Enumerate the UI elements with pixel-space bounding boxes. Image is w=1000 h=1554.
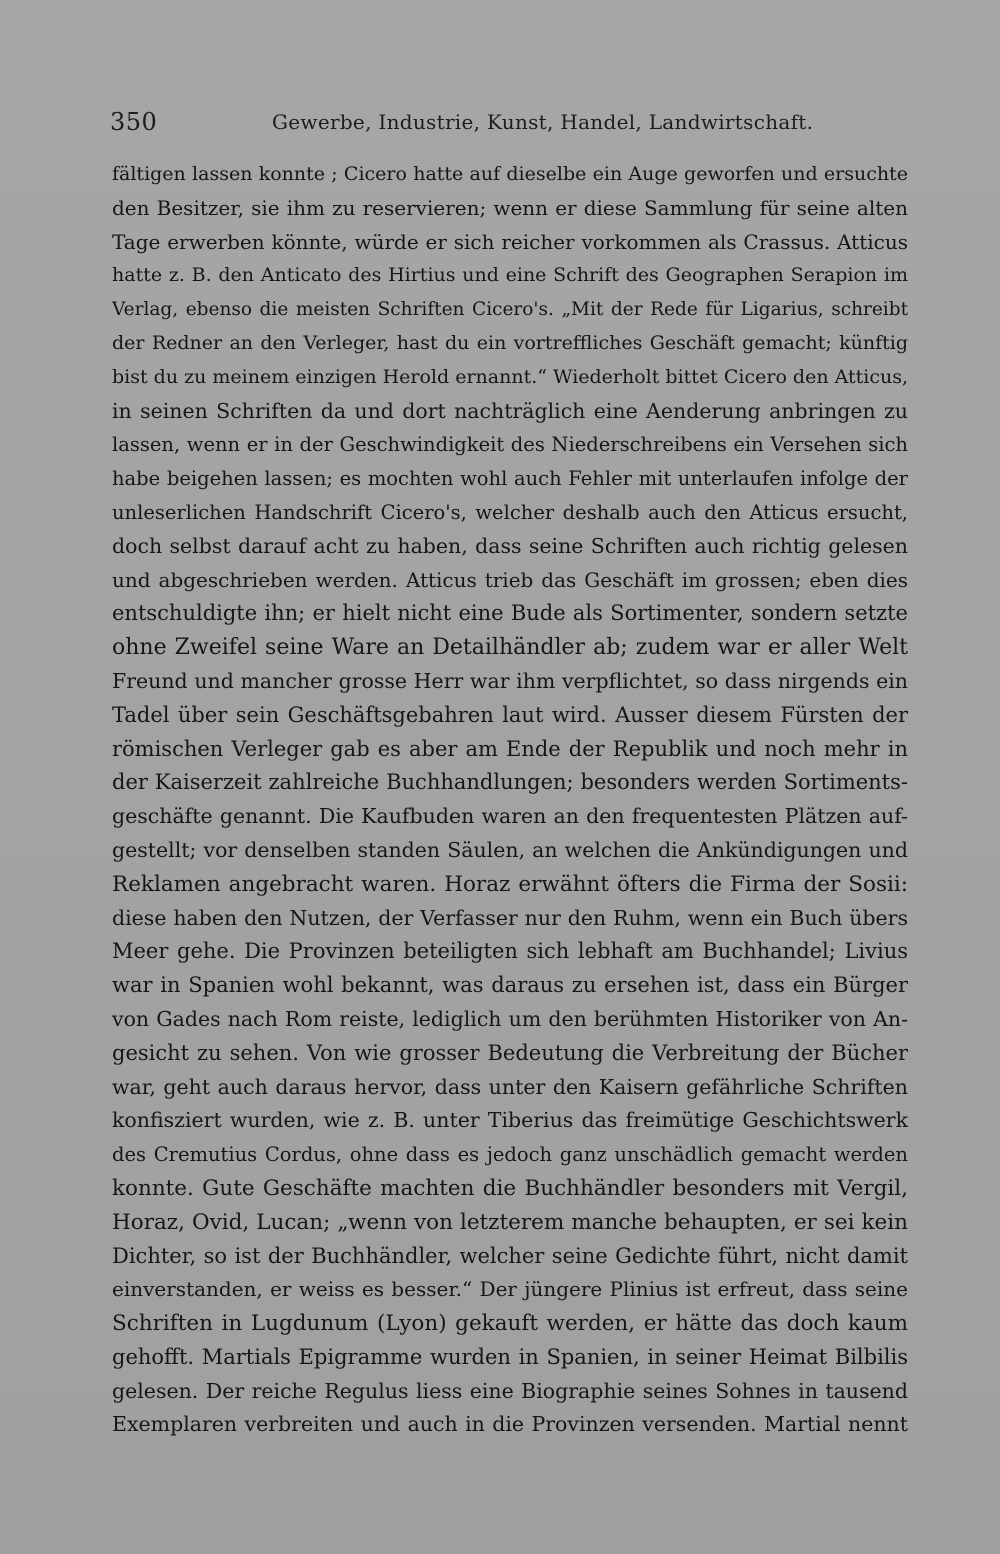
text-line: konnte. Gute Geschäfte machten die Buchhändler besonders mit Vergil, [112, 1175, 908, 1201]
text-line: fältigen lassen konnte ; Cicero hatte auf dieselbe ein Auge geworfen und ersuchte [112, 163, 908, 185]
text-line: gesicht zu sehen. Von wie grosser Bedeutung die Verbreitung der Bücher [112, 1040, 908, 1065]
text-line: lassen, wenn er in der Geschwindigkeit des Niederschreibens ein Versehen sich [112, 433, 908, 457]
body-text [112, 158, 908, 1442]
text-line: konfisziert wurden, wie z. B. unter Tiberius das freimütige Geschichtswerk [112, 1108, 908, 1133]
text-line: unleserlichen Handschrift Cicero's, welcher deshalb auch den Atticus ersucht, [112, 500, 908, 524]
text-line: römischen Verleger gab es aber am Ende der Republik und noch mehr in [112, 736, 908, 761]
text-line: des Cremutius Cordus, ohne dass es jedoch ganz unschädlich gemacht werden [112, 1143, 908, 1167]
text-line: diese haben den Nutzen, der Verfasser nur den Ruhm, wenn ein Buch übers [112, 905, 908, 930]
text-line: Horaz, Ovid, Lucan; „wenn von letzterem manche behaupten, er sei kein [112, 1209, 908, 1235]
text-line: Tage erwerben könnte, würde er sich reicher vorkommen als Crassus. Atticus [112, 229, 908, 254]
text-line: und abgeschrieben werden. Atticus trieb das Geschäft im grossen; eben dies [112, 567, 908, 592]
text-line: gelesen. Der reiche Regulus liess eine Biographie seines Sohnes in tausend [112, 1378, 908, 1403]
text-line: Reklamen angebracht waren. Horaz erwähnt öfters die Firma der Sosii: [112, 871, 908, 897]
text-line: Verlag, ebenso die meisten Schriften Cicero's. „Mit der Rede für Ligarius, schreibt [112, 299, 908, 321]
running-head: Gewerbe, Industrie, Kunst, Handel, Landwirtschaft. [272, 110, 814, 134]
text-line: in seinen Schriften da und dort nachträglich eine Aenderung anbringen zu [112, 398, 908, 423]
page-number: 350 [110, 108, 158, 136]
text-line: hatte z. B. den Anticato des Hirtius und eine Schrift des Geographen Serapion im [112, 264, 908, 287]
text-line: gestellt; vor denselben standen Säulen, an welchen die Ankündigungen und [112, 837, 908, 862]
page-header [110, 108, 910, 144]
text-line: entschuldigte ihn; er hielt nicht eine Bude als Sortimenter, sondern setzte [112, 601, 908, 626]
text-line: einverstanden, er weiss es besser.“ Der jüngere Plinius ist erfreut, dass seine [112, 1277, 908, 1302]
text-line: der Redner an den Verleger, hast du ein vortreffliches Geschäft gemacht; künftig [112, 331, 908, 354]
text-line: den Besitzer, sie ihm zu reservieren; wenn er diese Sammlung für seine alten [112, 195, 908, 220]
text-line: Exemplaren verbreiten und auch in die Provinzen versenden. Martial nennt [112, 1412, 908, 1437]
text-line: Tadel über sein Geschäftsgebahren laut wird. Ausser diesem Fürsten der [112, 702, 908, 727]
text-line: war in Spanien wohl bekannt, was daraus zu ersehen ist, dass ein Bürger [112, 973, 908, 998]
text-line: Meer gehe. Die Provinzen beteiligten sich lebhaft am Buchhandel; Livius [112, 939, 908, 964]
text-line: war, geht auch daraus hervor, dass unter den Kaisern gefährliche Schriften [112, 1074, 908, 1099]
text-line: gehofft. Martials Epigramme wurden in Spanien, in seiner Heimat Bilbilis [112, 1344, 908, 1369]
text-line: von Gades nach Rom reiste, lediglich um den berühmten Historiker von An- [112, 1006, 908, 1031]
text-line: geschäfte genannt. Die Kaufbuden waren an den frequentesten Plätzen auf- [112, 804, 908, 829]
text-line: doch selbst darauf acht zu haben, dass seine Schriften auch richtig gelesen [112, 533, 908, 558]
text-line: habe beigehen lassen; es mochten wohl auch Fehler mit unterlaufen infolge der [112, 467, 908, 491]
text-line: bist du zu meinem einzigen Herold ernannt.“ Wiederholt bittet Cicero den Atticus, [112, 365, 908, 388]
text-line: Dichter, so ist der Buchhändler, welcher seine Gedichte führt, nicht damit [112, 1243, 908, 1268]
text-line: der Kaiserzeit zahlreiche Buchhandlungen; besonders werden Sortiments- [112, 770, 908, 795]
text-line: Schriften in Lugdunum (Lyon) gekauft werden, er hätte das doch kaum [112, 1311, 908, 1337]
text-line: Freund und mancher grosse Herr war ihm verpflichtet, so dass nirgends ein [112, 668, 908, 693]
text-line: ohne Zweifel seine Ware an Detailhändler ab; zudem war er aller Welt [112, 635, 908, 661]
